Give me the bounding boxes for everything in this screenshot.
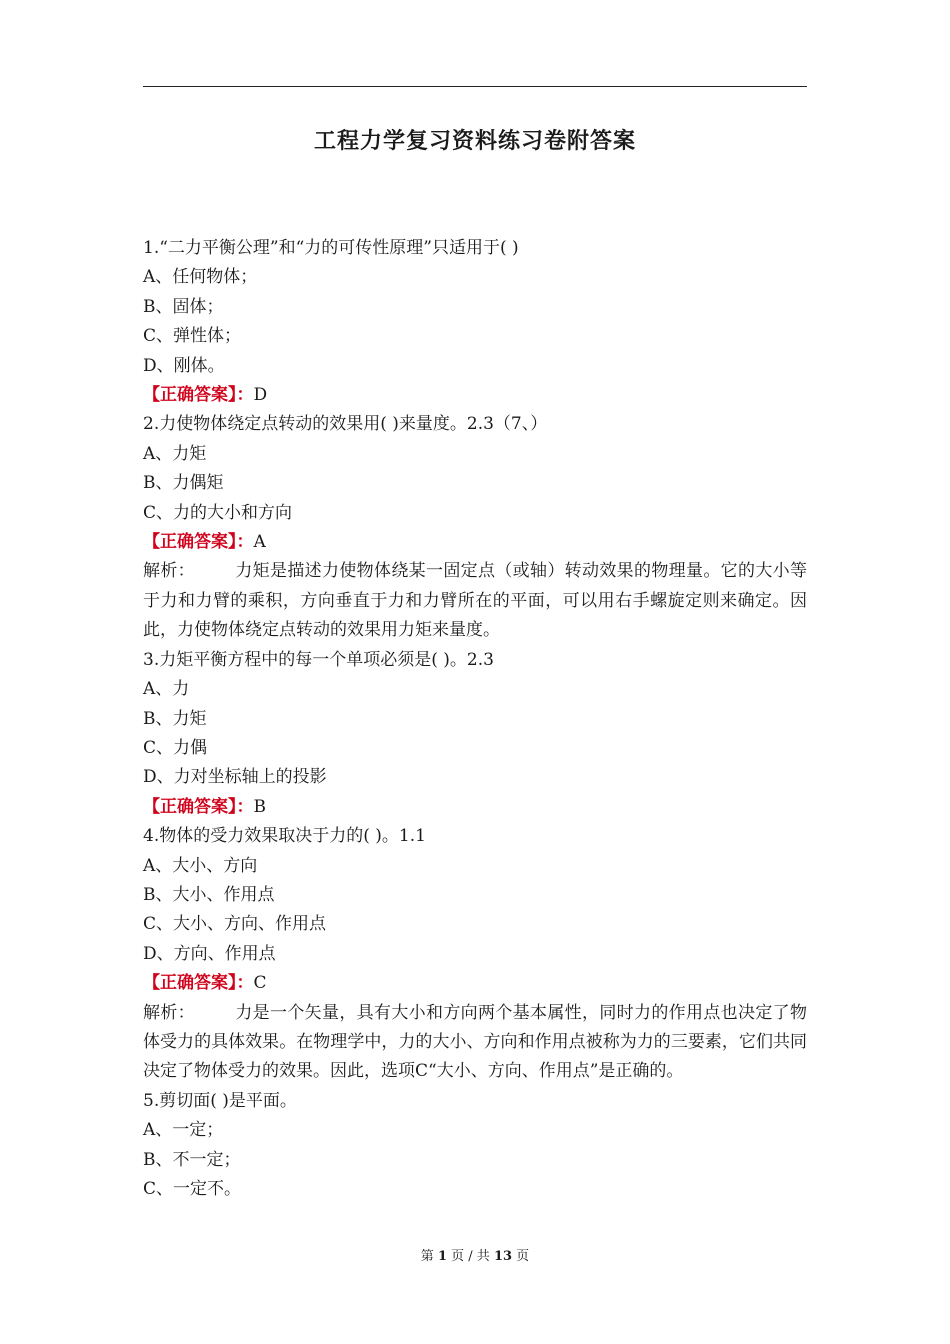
question-list xyxy=(143,234,807,1204)
answer-label: 【正确答案】： xyxy=(143,796,254,817)
answer-value: C xyxy=(253,973,267,994)
answer-label: 【正确答案】： xyxy=(143,973,254,994)
answer-label: 【正确答案】： xyxy=(143,532,254,553)
option: A、大小、方向 xyxy=(143,855,258,876)
footer-total-pages: 13 xyxy=(493,1249,513,1264)
answer-line xyxy=(143,969,807,998)
footer-prefix: 第 xyxy=(420,1249,434,1264)
option: B、力偶矩 xyxy=(143,473,224,494)
option: A、力矩 xyxy=(143,443,207,464)
option: D、刚体。 xyxy=(143,355,225,376)
analysis xyxy=(143,999,807,1087)
analysis-label: 解析： xyxy=(143,1002,195,1023)
footer-middle: 页 / 共 xyxy=(451,1249,490,1264)
footer-suffix: 页 xyxy=(516,1249,530,1264)
answer-label: 【正确答案】： xyxy=(143,385,254,406)
option: D、方向、作用点 xyxy=(143,943,276,964)
answer-line xyxy=(143,528,807,557)
question-stem: 4.物体的受力效果取决于力的( )。1.1 xyxy=(143,826,426,847)
question-stem: 2.力使物体绕定点转动的效果用( )来量度。2.3（7、） xyxy=(143,414,548,435)
footer-page-number: 1 xyxy=(437,1249,447,1264)
option: C、一定不。 xyxy=(143,1179,242,1199)
page-title: 工程力学复习资料练习卷附答案 xyxy=(313,128,636,154)
answer-value: B xyxy=(253,796,266,817)
page-footer xyxy=(0,1245,950,1264)
option: A、一定； xyxy=(143,1120,224,1141)
answer-value: A xyxy=(253,532,266,553)
option: B、力矩 xyxy=(143,708,207,729)
option: A、力 xyxy=(143,679,190,700)
option: D、力对坐标轴上的投影 xyxy=(143,767,327,788)
question-stem: 3.力矩平衡方程中的每一个单项必须是( )。2.3 xyxy=(143,649,494,670)
option: C、大小、方向、作用点 xyxy=(143,914,327,935)
option: A、任何物体； xyxy=(143,267,258,288)
answer-line xyxy=(143,381,807,410)
analysis xyxy=(143,557,807,645)
question-stem: 1.“二力平衡公理”和“力的可传性原理”只适用于( ) xyxy=(143,238,519,258)
option: B、固体； xyxy=(143,296,224,317)
answer-value: D xyxy=(253,385,268,406)
analysis-text: 力是一个矢量，具有大小和方向两个基本属性，同时力的作用点也决定了物体受力的具体效果。在物理学中，力的大小、方向和作用点被称为力的三要素，它们共同决定了物体受力的效果。因此，选项C“大小、方向、作用点”是正确的。 xyxy=(143,1002,807,1082)
option: B、大小、作用点 xyxy=(143,884,275,905)
option: C、力偶 xyxy=(143,737,208,758)
question-stem: 5.剪切面( )是平面。 xyxy=(143,1090,297,1111)
option: C、力的大小和方向 xyxy=(143,502,293,523)
analysis-label: 解析： xyxy=(143,561,195,582)
answer-line xyxy=(143,793,807,822)
header-rule xyxy=(143,86,807,87)
option: B、不一定； xyxy=(143,1149,241,1170)
option: C、弹性体； xyxy=(143,326,242,347)
analysis-text: 力矩是描述力使物体绕某一固定点（或轴）转动效果的物理量。它的大小等于力和力臂的乘积，方向垂直于力和力臂所在的平面，可以用右手螺旋定则来确定。因此，力使物体绕定点转动的效果用力矩来量度。 xyxy=(143,561,807,641)
